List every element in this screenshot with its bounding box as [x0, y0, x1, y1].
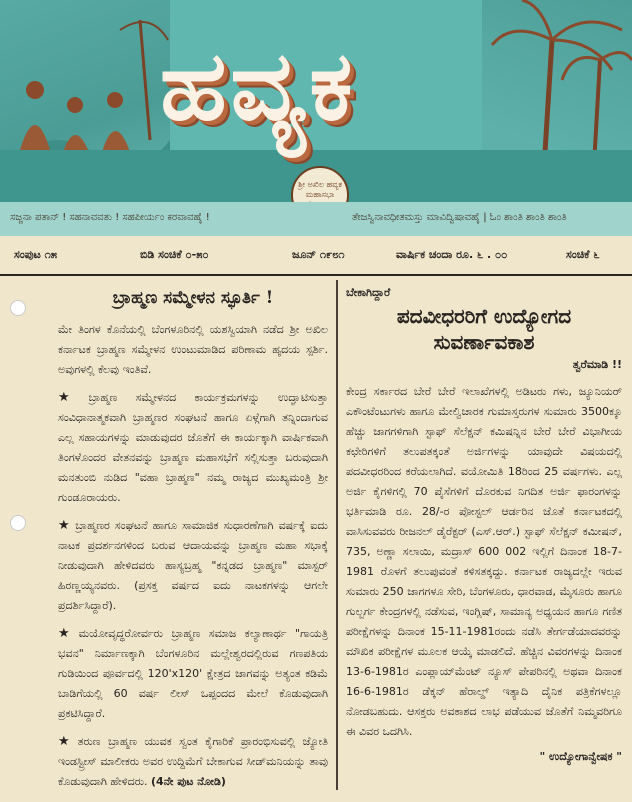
star-bullet-icon: ★ [58, 734, 74, 749]
column-divider [336, 280, 338, 790]
masthead-banner [0, 0, 632, 236]
item-text: ತರುಣ ಬ್ರಾಹ್ಮಣ ಯುವಕ ಸ್ವಂತ ಕೈಗಾರಿಕೆ ಪ್ರಾರಂಭಿಸುವಲ್ಲಿ ಜ್ಯೋತಿ ಇಂಡಸ್ಟ್ರೀಸ್ ಮಾಲೀಕರು ಅವರ ಉದ್ದಿಮೆಗೆ ಬೇಕಾಗುವ ಸೀಡ್‌ಮನಿಯನ್ನು ತಾವು ಕೊಡುವುದಾಗಿ ಹೇಳಿದರು. [58, 735, 328, 788]
left-article-headline: ಬ್ರಾಹ್ಮಣ ಸಮ್ಮೇಳನ ಸ್ಫೂರ್ತಿ ! [112, 288, 274, 308]
star-bullet-icon: ★ [58, 518, 72, 533]
right-article-headline-2: ಸುವರ್ಣಾವಕಾಶ [433, 330, 535, 354]
newsletter-title: ಹವ್ಯಕ [160, 29, 357, 142]
item-text: ಬ್ರಾಹ್ಮಣ ಸಮ್ಮೇಳನದ ಕಾರ್ಯಕ್ರಮಗಳನ್ನು ಉದ್ಘಾಟಿಸುತ್ತಾ ಸಂವಿಧಾನಾತ್ಮಕವಾಗಿ ಬ್ರಾಹ್ಮಣರ ಸಂಘಟನೆ ಹಾಗೂ ಏಳ್ಗೆಗಾಗಿ ತನ್ನಿಂದಾಗುವ ಎಲ್ಲ ಸಹಾಯಗಳನ್ನು ಮಾಡುವುದರ ಜೊತೆಗೆ ಈ ಕಾರ್ಯಕ್ಕಾಗಿ ವಾರ್ಷಿಕವಾಗಿ ತಿಂಗಳೊಂದರ ವೇತನವನ್ನು ಬ್ರಾಹ್ಮಣ ಮಹಾಸಭೆಗೆ ಸಲ್ಲಿಸುತ್ತಾ ಬರುವುದಾಗಿ ಮನತುಂಬಿ ನುಡಿದ "ವಹಾ ಬ್ರಾಹ್ಮಣ" ನಮ್ಮ ರಾಜ್ಯದ ಮುಖ್ಯಮಂತ್ರಿ ಶ್ರೀ ಗುಂಡೂರಾಯರು. [58, 391, 329, 504]
emblem-text: ಶ್ರೀ ಅಖಿಲ ಹವ್ಯಕ ಮಹಾಸಭಾ [298, 180, 342, 199]
issue-subscription: ವಾರ್ಷಿಕ ಚಂದಾ ರೂ. ೬ . ೦೦ [396, 248, 508, 261]
right-article-kicker: ಬೇಕಾಗಿದ್ದಾರೆ [346, 286, 391, 299]
issue-date: ಜೂನ್ ೧೯೮೧ [292, 248, 345, 261]
issue-number: ಸಂಚಿಕೆ ೬ [566, 248, 600, 261]
issue-info-bar [0, 238, 632, 276]
left-article-item [58, 516, 328, 616]
punch-hole [10, 515, 26, 531]
left-article-intro: ಮೇ ತಿಂಗಳ ಕೊನೆಯಲ್ಲಿ ಬೆಂಗಳೂರಿನಲ್ಲಿ ಯಶಸ್ವಿಯಾಗಿ ನಡೆದ ಶ್ರೀ ಅಖಿಲ ಕರ್ನಾಟಕ ಬ್ರಾಹ್ಮಣ ಸಮ್ಮೇಳನ ಉಂಟುಮಾಡಿದ ಪರಿಣಾಮ ಹೃದಯ ಸ್ಪರ್ಶಿ. ಅವುಗಳಲ್ಲಿ ಕೆಲವು ಇಂತಿವೆ. [58, 323, 328, 376]
left-article-item [58, 732, 328, 792]
issue-volume: ಸಂಪುಟ ೧೫ [14, 248, 58, 261]
left-article-item [58, 388, 328, 508]
left-article-item [58, 624, 328, 724]
right-article-signature: " ಉದ್ಯೋಗಾನ್ವೇಷಕ " [539, 750, 622, 763]
right-article [346, 286, 622, 764]
left-article [58, 284, 328, 800]
right-article-subhead: ತ್ವರೆಮಾಡಿ !! [572, 358, 622, 371]
motto-left: ಸಜ್ಜನಾ ಪತಾನ್ ! ಸಹನಾವವತು ! ಸಹಪೀರ್ಯಂ ಕರವಾವಹೈ ! [10, 212, 210, 223]
star-bullet-icon: ★ [58, 626, 75, 641]
continued-note: (4ನೇ ಪುಟ ನೋಡಿ) [151, 775, 226, 788]
item-text: ಮಯೋವೃದ್ಧರೋರ್ವರು ಬ್ರಾಹ್ಮಣ ಸಮಾಜ ಕಲ್ಯಾಣಾರ್ಥ "ಗಾಯತ್ರಿ ಭವನ" ನಿರ್ಮಾಣಕ್ಕಾಗಿ ಬೆಂಗಳೂರಿನ ಮಲ್ಲೇಶ್ವರದಲ್ಲಿರುವ ಗಣಪತಿಯ ಗುಡಿಯಿಂದ ಪೂರ್ವದಲ್ಲಿ 120'x120' ಕ್ಷೇತ್ರದ ಜಾಗವನ್ನು ಅತ್ಯಂತ ಕಡಿಮೆ ಬಾಡಿಗೆಯಲ್ಲಿ 60 ವರ್ಷ ಲೀಸ್ ಒಪ್ಪಂದದ ಮೇಲೆ ಕೊಡುವುದಾಗಿ ಪ್ರಕಟಿಸಿದ್ದಾರೆ. [58, 627, 328, 720]
star-bullet-icon: ★ [58, 390, 85, 405]
punch-hole [10, 300, 26, 316]
right-article-body: ಕೇಂದ್ರ ಸರ್ಕಾರದ ಬೇರೆ ಬೇರೆ ಇಲಾಖೆಗಳಲ್ಲಿ ಅಡಿಟರು ಗಳು, ಜ್ಯೂನಿಯರ್ ಎಕೌಂಟೆಂಟುಗಳು ಹಾಗೂ ಮೇಲ್ವಿಚಾರಕ ಗುಮಾಸ್ತರುಗಳ ಸುಮಾರು 3500ಕ್ಕೂ ಹೆಚ್ಚು ಜಾಗಗಳಿಗಾಗಿ ಸ್ಟಾಫ್ ಸೆಲೆಕ್ಷನ್ ಕಮಿಷನ್ನಿನ ಬೇರೆ ಬೇರೆ ವಿಭಾಗೀಯ ಕಛೇರಿಗಳಿಗೆ ತಲುಪತಕ್ಕಂತೆ ಅರ್ಜಿಗಳನ್ನು ಯಾವುದೇ ವಿಷಯದಲ್ಲಿ ಪದವೀಧರರಿಂದ ಕರೆಯಲಾಗಿದೆ. ವಯೋಮಿತಿ 18ರಿಂದ 25 ವರ್ಷಗಳು. ಎಲ್ಲ ಅರ್ಜಿ ಕೈಗಳಿಗಲ್ಲಿ 70 ಪೈಸೆಗಳಿಗೆ ದೊರಕುವ ನಿಗದಿತ ಅರ್ಜಿ ಫಾರಂಗಳನ್ನು ಭರ್ತಿಮಾಡಿ ರೂ. 28/-ರ ಪೋಸ್ಟಲ್ ಆರ್ಡರಿನ ಜೊತೆ ಕರ್ನಾಟಕದಲ್ಲಿ ವಾಸಿಸುವವರು ರೀಜನಲ್ ಡೈರೆಕ್ಟರ್ (ಎಸ್.ಆರ್.) ಸ್ಟಾಫ್ ಸೆಲೆಕ್ಷನ್ ಕಮೀಷನ್, 735, ಅಣ್ಣಾ ಸಲಾಯಿ, ಮದ್ರಾಸ್ 600 002 ಇಲ್ಲಿಗೆ ದಿನಾಂಕ 18-7-1981 ರೊಳಗೆ ತಲುಪುವಂತೆ ಕಳಿಸತಕ್ಕದ್ದು. ಕರ್ನಾಟಕ ರಾಜ್ಯದಲ್ಲೇ ಇರುವ ಸುಮಾರು 250 ಜಾಗಗಳೂ ಸೇರಿ, ಬೆಂಗಳೂರು, ಧಾರವಾಡ, ಮೈಸೂರು ಹಾಗೂ ಗುಲ್ಬರ್ಗ ಕೇಂದ್ರಗಳಲ್ಲಿ ನಡೆಸುವ, ಇಂಗ್ಲಿಷ್, ಸಾಮಾನ್ಯ ಅಧ್ಯಯನ ಹಾಗೂ ಗಣಿತ ಪರೀಕ್ಷೆಗಳನ್ನು ದಿನಾಂಕ 15-11-1981ರಂದು ನಡೆಸಿ ತೇರ್ಗಡೆಯಾದವರನ್ನು ಮೌಖಿಕ ಪರೀಕ್ಷೆಗಳ ಮೂಲಕ ಆಯ್ಕೆ ಮಾಡಲಿದೆ. ಹೆಚ್ಚಿನ ವಿವರಗಳನ್ನು ದಿನಾಂಕ 13-6-1981ರ ಎಂಪ್ಲಾಯ್‌ಮೆಂಟ್ ನ್ಯೂಸ್ ಪೇಪರಿನಲ್ಲಿ ಅಥವಾ ದಿನಾಂಕ 16-6-1981ರ ಡೆಕ್ಕನ್ ಹೆರಾಲ್ಡ್ ಇತ್ಯಾದಿ ದೈನಿಕ ಪತ್ರಿಕೆಗಳಲ್ಲೂ ನೋಡಬಹುದು. ಆಸಕ್ತರು ಅವಕಾಶದ ಲಾಭ ಪಡೆಯುವ ಜೊತೆಗೆ ನಿಮ್ಮವರಿಗೂ ಈ ವಿವರ ಒದಗಿಸಿ. [346, 385, 622, 738]
issue-price: ಬಿಡಿ ಸಂಚಿಕೆ ೦-೫೦ [140, 248, 209, 261]
item-text: ಬ್ರಾಹ್ಮಣರ ಸಂಘಟನೆ ಹಾಗೂ ಸಾಮಾಜಿಕ ಸುಧಾರಣೆಗಾಗಿ ವರ್ಷಕ್ಕೆ ಐದು ನಾಟಕ ಪ್ರದರ್ಶನಗಳಿಂದ ಬರುವ ಆದಾಯವನ್ನು ಬ್ರಾಹ್ಮಣ ಮಹಾ ಸಭಾಕ್ಕೆ ನೀಡುವುದಾಗಿ ಹೇಳಿದವರು ಹಾಸ್ಯಬ್ರಹ್ಮ "ಕನ್ನಡದ ಬ್ರಾಹ್ಮಣ" ಮಾಸ್ಟರ್ ಹಿರಣ್ಣಯ್ಯನವರು. (ಪ್ರಸಕ್ತ ವರ್ಷದ ಐದು ನಾಟಕಗಳನ್ನು ಆಗಲೇ ಪ್ರದರ್ಶಿಸಿದ್ದಾರೆ). [58, 519, 328, 612]
motto-right: ತೇಜಸ್ವಿನಾವಧೀತಮಸ್ತು ಮಾವಿದ್ವಿಷಾವಹೈ | ಓಂ ಶಾಂತಿ ಶಾಂತಿ ಶಾಂತಿ [352, 212, 567, 223]
right-article-headline: ಪದವೀಧರರಿಗೆ ಉದ್ಯೋಗದ [396, 304, 572, 328]
